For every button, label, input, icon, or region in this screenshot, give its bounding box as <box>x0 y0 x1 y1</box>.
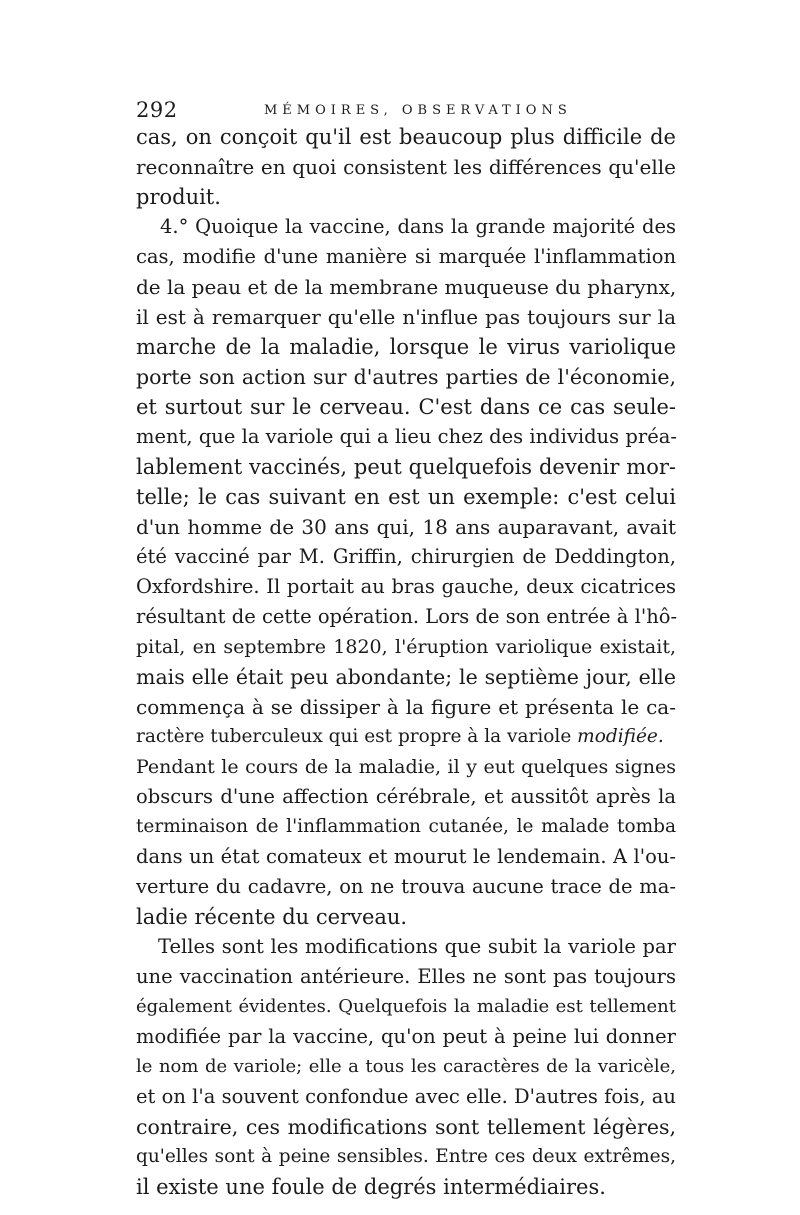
text-line: contraire, ces modifications sont tellement légères, <box>136 1115 676 1139</box>
text-line: verture du cadavre, on ne trouva aucune trace de ma- <box>136 875 676 898</box>
text-line: il existe une foule de degrés intermédiaires. <box>136 1175 606 1199</box>
page-header <box>136 98 676 122</box>
page-body <box>136 122 676 1202</box>
text-line-segment: ractère tuberculeux qui est propre à la variole <box>136 726 572 747</box>
text-line <box>136 722 676 752</box>
text-line: qu'elles sont à peine sensibles. Entre ces deux extrêmes, <box>136 1146 676 1167</box>
text-line: mais elle était peu abondante; le septième jour, elle <box>136 665 676 689</box>
text-line: terminaison de l'inflammation cutanée, le malade tomba <box>136 816 676 837</box>
text-line: produit. <box>136 185 221 209</box>
text-line: lablement vaccinés, peut quelquefois devenir mor- <box>136 455 676 479</box>
text-line: Telles sont les modifications que subit la variole par <box>158 935 676 958</box>
text-line: d'un homme de 30 ans qui, 18 ans auparavant, avait <box>136 515 676 539</box>
text-line: commença à se dissiper à la figure et présenta le ca- <box>136 695 676 719</box>
text-line: obscurs d'une affection cérébrale, et aussitôt après la <box>136 785 676 808</box>
text-line: telle; le cas suivant en est un exemple: c'est celui <box>136 485 676 509</box>
text-line: modifiée par la vaccine, qu'on peut à peine lui donner <box>136 1025 676 1048</box>
text-line: marche de la maladie, lorsque le virus variolique <box>136 335 676 359</box>
text-line: ment, que la variole qui a lieu chez des individus préa- <box>136 425 677 448</box>
text-line: dans un état comateux et mourut le lendemain. A l'ou- <box>136 845 676 868</box>
text-line: pital, en septembre 1820, l'éruption variolique existait, <box>136 636 676 658</box>
text-line: une vaccination antérieure. Elles ne sont pas toujours <box>136 965 676 988</box>
text-line: il est à remarquer qu'elle n'influe pas toujours sur la <box>136 305 676 329</box>
text-line: été vacciné par M. Griffin, chirurgien de Deddington, <box>136 545 676 568</box>
text-line: et on l'a souvent confondue avec elle. D'autres fois, au <box>136 1085 676 1108</box>
page-number: 292 <box>136 98 178 122</box>
italic-word: modifiée. <box>577 726 664 747</box>
text-line: reconnaître en quoi consistent les différences qu'elle <box>136 155 676 179</box>
text-line: porte son action sur d'autres parties de l'économie, <box>136 365 676 389</box>
text-line: cas, on conçoit qu'il est beaucoup plus difficile de <box>136 125 676 149</box>
text-line: ladie récente du cerveau. <box>136 905 408 929</box>
text-line: Oxfordshire. Il portait au bras gauche, deux cicatrices <box>136 575 676 598</box>
text-line: de la peau et de la membrane muqueuse du pharynx, <box>136 275 677 299</box>
text-line: le nom de variole; elle a tous les caractères de la varicèle, <box>136 1056 676 1077</box>
text-line: 4.° Quoique la vaccine, dans la grande majorité des <box>160 215 676 238</box>
text-line: Pendant le cours de la maladie, il y eut quelques signes <box>136 756 676 778</box>
text-line: cas, modifie d'une manière si marquée l'inflammation <box>136 245 676 268</box>
text-line: résultant de cette opération. Lors de son entrée à l'hô- <box>136 605 678 628</box>
text-line: également évidentes. Quelquefois la maladie est tellement <box>136 996 676 1017</box>
running-title: MÉMOIRES, OBSERVATIONS <box>264 103 572 118</box>
text-line: et surtout sur le cerveau. C'est dans ce cas seule- <box>136 395 676 419</box>
